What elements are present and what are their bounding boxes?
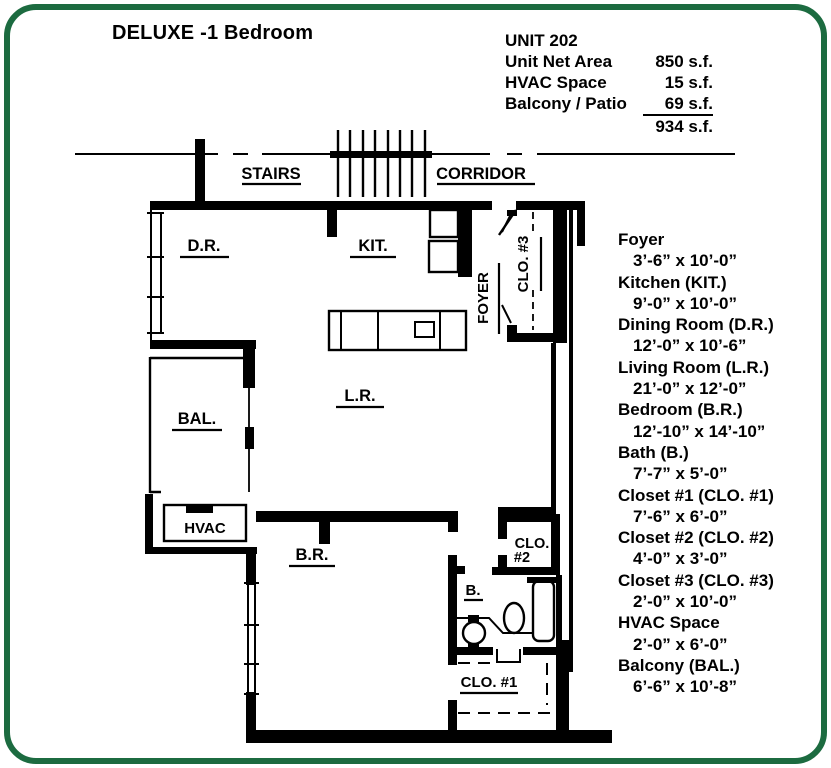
net-area-label: Unit Net Area (505, 52, 613, 71)
window-dining (147, 210, 164, 340)
island-sink (415, 322, 434, 337)
label-dining-room: D.R. (187, 237, 221, 255)
page-title: DELUXE -1 Bedroom (112, 22, 314, 44)
window-bedroom (244, 583, 259, 694)
label-foyer: FOYER (475, 272, 492, 324)
bathtub-shape (533, 581, 554, 641)
label-hvac: HVAC (184, 520, 226, 537)
balcony-label: Balcony / Patio (505, 94, 627, 113)
label-balcony: BAL. (177, 410, 217, 428)
list-item: Balcony (BAL.) 6’-6” x 10’-8” (618, 655, 740, 697)
hvac-label: HVAC Space (505, 73, 607, 92)
balcony-slider-panel (245, 427, 254, 449)
list-item: Closet #1 (CLO. #1) 7’-6” x 6’-0” (618, 485, 774, 526)
stair-treads (338, 130, 425, 197)
list-item: Closet #3 (CLO. #3) 2’-0” x 10’-0” (618, 570, 774, 612)
list-item: Dining Room (D.R.) 12’-0” x 10’-6” (618, 315, 774, 356)
list-item: Bedroom (B.R.) 12’-10” x 14’-10” (618, 400, 766, 441)
total-value: 934 s.f. (655, 117, 713, 136)
label-closet1: CLO. #1 (460, 674, 518, 691)
list-item: Living Room (L.R.) 21’-0” x 12’-0” (618, 357, 770, 399)
list-item: Foyer 3’-6” x 10’-0” (618, 230, 737, 271)
bifold-door-marks-clo3 (502, 216, 511, 323)
unit-number-label: UNIT 202 (505, 31, 578, 50)
kitchen-island (329, 311, 466, 350)
label-bedroom: B.R. (295, 546, 329, 564)
sink-faucet-mark-top (468, 615, 479, 622)
hvac-value: 15 s.f. (664, 73, 713, 92)
label-stairs: STAIRS (241, 165, 301, 183)
label-corridor: CORRIDOR (436, 165, 526, 183)
stair-enclosure-wall (195, 139, 205, 201)
list-item: Bath (B.) 7’-7” x 5’-0” (618, 442, 728, 484)
label-kitchen: KIT. (358, 237, 388, 255)
label-closet2-line1: CLO. (514, 536, 550, 552)
balcony-value: 69 s.f. (643, 93, 713, 116)
labels-layer (172, 165, 549, 693)
label-bath: B. (465, 582, 481, 599)
stair-landing-edge (330, 151, 432, 158)
list-item: Closet #2 (CLO. #2) 4’-0” x 3’-0” (618, 528, 774, 569)
toilet-shape (504, 603, 524, 633)
label-closet3: CLO. #3 (515, 235, 532, 293)
kitchen-appliances (429, 210, 458, 272)
label-closet2-line2: #2 (513, 550, 531, 566)
list-item: HVAC Space 2’-0” x 6’-0” (618, 613, 728, 654)
list-item: Kitchen (KIT.) 9’-0” x 10’-0” (618, 272, 737, 313)
bath-door-jog (497, 649, 520, 662)
net-area-value: 850 s.f. (655, 52, 713, 71)
sink-faucet-mark-bottom (468, 643, 479, 650)
sink-shape (463, 622, 485, 644)
label-living-room: L.R. (344, 387, 376, 405)
